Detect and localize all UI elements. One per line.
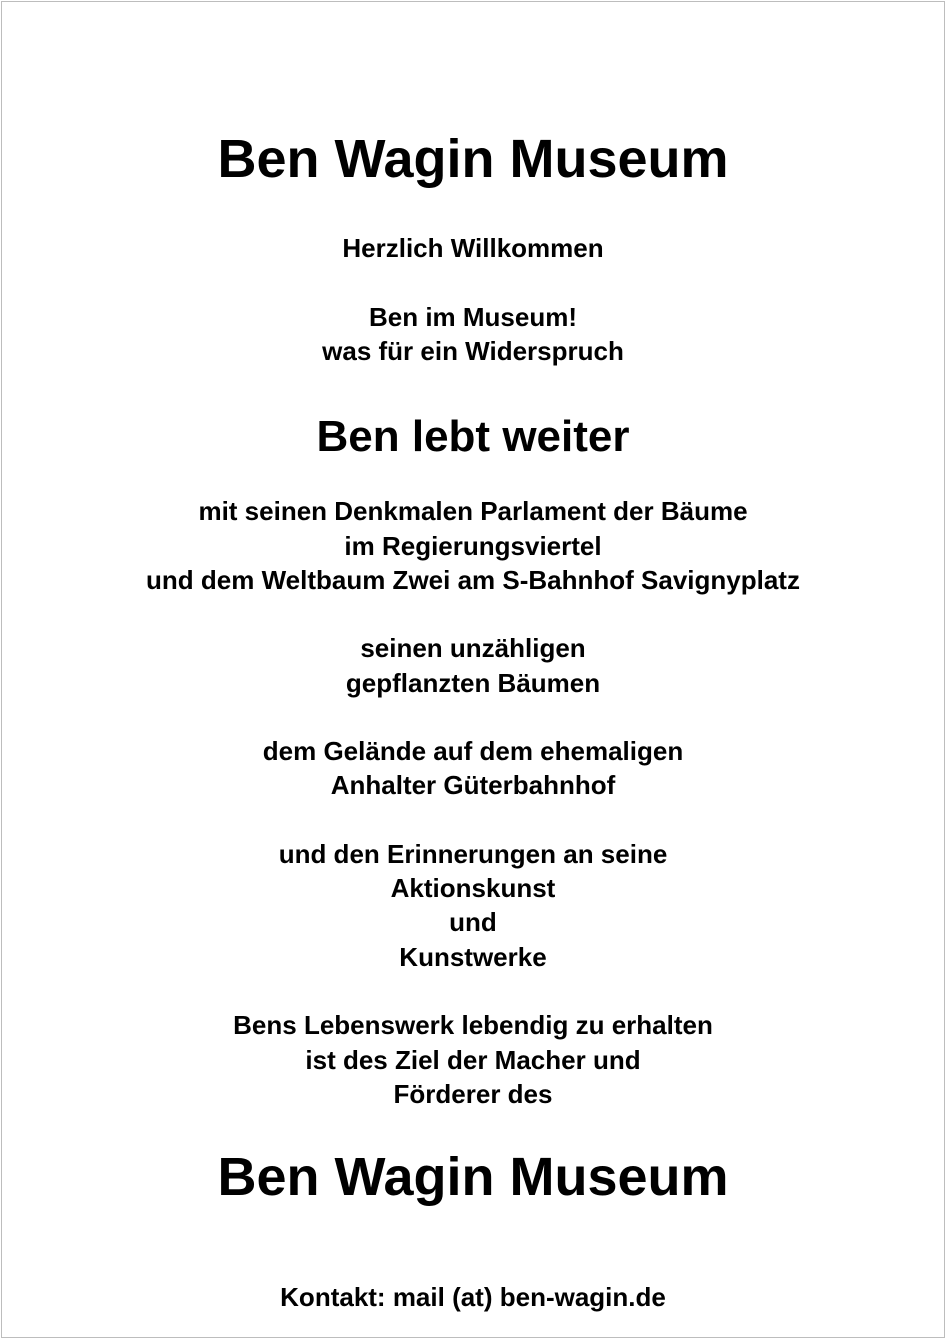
intro-line-1: Ben im Museum! [368, 302, 578, 332]
intro-line-2: was für ein Widerspruch [322, 336, 624, 366]
block3-line-1: dem Gelände auf dem ehemaligen [262, 736, 684, 766]
block5-line-3: Förderer des [393, 1079, 553, 1109]
document-page [1, 1, 945, 1338]
heading-ben-lebt-weiter: Ben lebt weiter [316, 412, 630, 461]
block4-line-2: Aktionskunst [390, 873, 556, 903]
block4-line-1: und den Erinnerungen an seine [278, 839, 668, 869]
block1-line-1: mit seinen Denkmalen Parlament der Bäume [198, 496, 748, 526]
block5-line-2: ist des Ziel der Macher und [305, 1045, 641, 1075]
museum-title-bottom: Ben Wagin Museum [217, 1147, 729, 1207]
block4-line-3: und [449, 907, 497, 937]
block4-line-4: Kunstwerke [399, 942, 547, 972]
museum-title-top: Ben Wagin Museum [217, 129, 729, 189]
block2-line-1: seinen unzähligen [360, 633, 586, 663]
greeting: Herzlich Willkommen [342, 233, 604, 263]
block1-line-3: und dem Weltbaum Zwei am S-Bahnhof Savignyplatz [146, 565, 800, 595]
block3-line-2: Anhalter Güterbahnhof [330, 770, 616, 800]
block2-line-2: gepflanzten Bäumen [345, 668, 601, 698]
block1-line-2: im Regierungsviertel [344, 531, 602, 561]
block5-line-1: Bens Lebenswerk lebendig zu erhalten [233, 1010, 713, 1040]
contact-line: Kontakt: mail (at) ben-wagin.de [280, 1282, 666, 1312]
